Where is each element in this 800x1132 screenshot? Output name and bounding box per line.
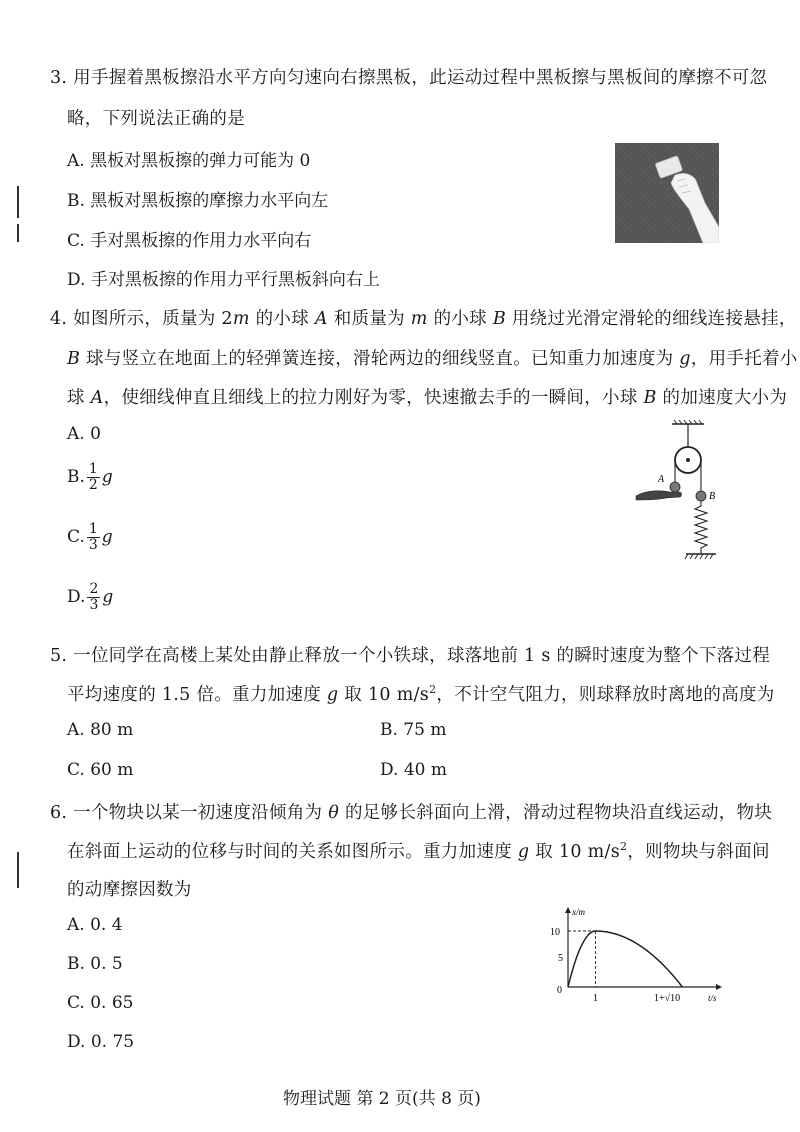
- x-tick-1: 1: [593, 993, 598, 1004]
- y-axis-arrow: [565, 907, 571, 913]
- q5-option-d: D. 40 m: [380, 760, 447, 780]
- margin-mark: [17, 224, 19, 242]
- q5-option-a: A. 80 m: [67, 720, 134, 740]
- fraction: $\frac{2}{3}$: [89, 581, 99, 613]
- x-axis-label: t/s: [708, 993, 717, 1003]
- y-axis-label: x/m: [572, 907, 585, 917]
- q6-option-a: A. 0. 4: [67, 915, 123, 935]
- fraction: $\frac{1}{2}$: [88, 461, 98, 493]
- q3-stem-line2: 略，下列说法正确的是: [67, 109, 245, 129]
- origin-label: 0: [557, 985, 562, 996]
- y-tick-10: 10: [550, 927, 560, 938]
- q6-option-d: D. 0. 75: [67, 1032, 135, 1052]
- q5-option-c: C. 60 m: [67, 760, 134, 780]
- q6-stem-line1: 6. 一个物块以某一初速度沿倾角为 θ 的足够长斜面向上滑，滑动过程物块沿直线运动，物块: [50, 803, 773, 823]
- x-axis-arrow: [716, 984, 722, 990]
- q3-option-b: B. 黑板对黑板擦的摩擦力水平向左: [67, 191, 329, 211]
- q3-option-c: C. 手对黑板擦的作用力水平向右: [67, 231, 312, 251]
- fig-label-a: A: [658, 474, 665, 485]
- margin-mark: [17, 186, 19, 218]
- displacement-curve: [568, 931, 683, 987]
- x-tick-end: 1+√10: [654, 993, 681, 1004]
- q6-option-c: C. 0. 65: [67, 993, 134, 1013]
- q4-option-a: A. 0: [67, 424, 101, 444]
- margin-mark: [17, 852, 19, 888]
- q4-option-d: D. $\frac{2}{3}$ g: [67, 581, 114, 613]
- q6-stem-line2: 在斜面上运动的位移与时间的关系如图所示。重力加速度 g 取 10 $m/s^2$，则物块与斜面间: [67, 840, 770, 862]
- q3-stem-line1: 3. 用手握着黑板擦沿水平方向匀速向右擦黑板，此运动过程中黑板擦与黑板间的摩擦不可忽: [50, 68, 768, 88]
- pulley-spring-diagram: [630, 420, 730, 565]
- fig-label-b: B: [709, 491, 716, 502]
- q4-stem-line3: 球 A，使细线伸直且细线上的拉力刚好为零，快速撤去手的一瞬间，小球 B 的加速度大小为: [67, 388, 788, 408]
- q6-option-b: B. 0. 5: [67, 954, 123, 974]
- q5-stem-line2: 平均速度的 1.5 倍。重力加速度 g 取 10 $m/s^2$，不计空气阻力，则球释放时离地的高度为: [67, 683, 775, 705]
- fraction: $\frac{1}{3}$: [88, 521, 98, 553]
- q5-stem-line1: 5. 一位同学在高楼上某处由静止释放一个小铁球，球落地前 1 s 的瞬时速度为整个下落过程: [50, 646, 771, 666]
- page-footer: 物理试题 第 2 页(共 8 页): [283, 1089, 481, 1109]
- blackboard-eraser-photo: [615, 143, 719, 243]
- q6-stem-line3: 的动摩擦因数为: [67, 880, 192, 900]
- q3-option-d: D. 手对黑板擦的作用力平行黑板斜向右上: [67, 270, 380, 290]
- q4-option-c: C. $\frac{1}{3}$ g: [67, 521, 113, 553]
- q4-stem-line1: 4. 如图所示，质量为 2m 的小球 A 和质量为 m 的小球 B 用绕过光滑定滑轮的细线连接悬挂，: [50, 309, 797, 329]
- displacement-time-chart: [540, 905, 730, 1005]
- q5-option-b: B. 75 m: [380, 720, 447, 740]
- q3-option-a: A. 黑板对黑板擦的弹力可能为 0: [67, 151, 311, 171]
- q4-option-b: B. $\frac{1}{2}$ g: [67, 461, 113, 493]
- q4-stem-line2: B 球与竖立在地面上的轻弹簧连接，滑轮两边的细线竖直。已知重力加速度为 g，用手托着小: [67, 349, 798, 369]
- y-tick-5: 5: [558, 953, 563, 964]
